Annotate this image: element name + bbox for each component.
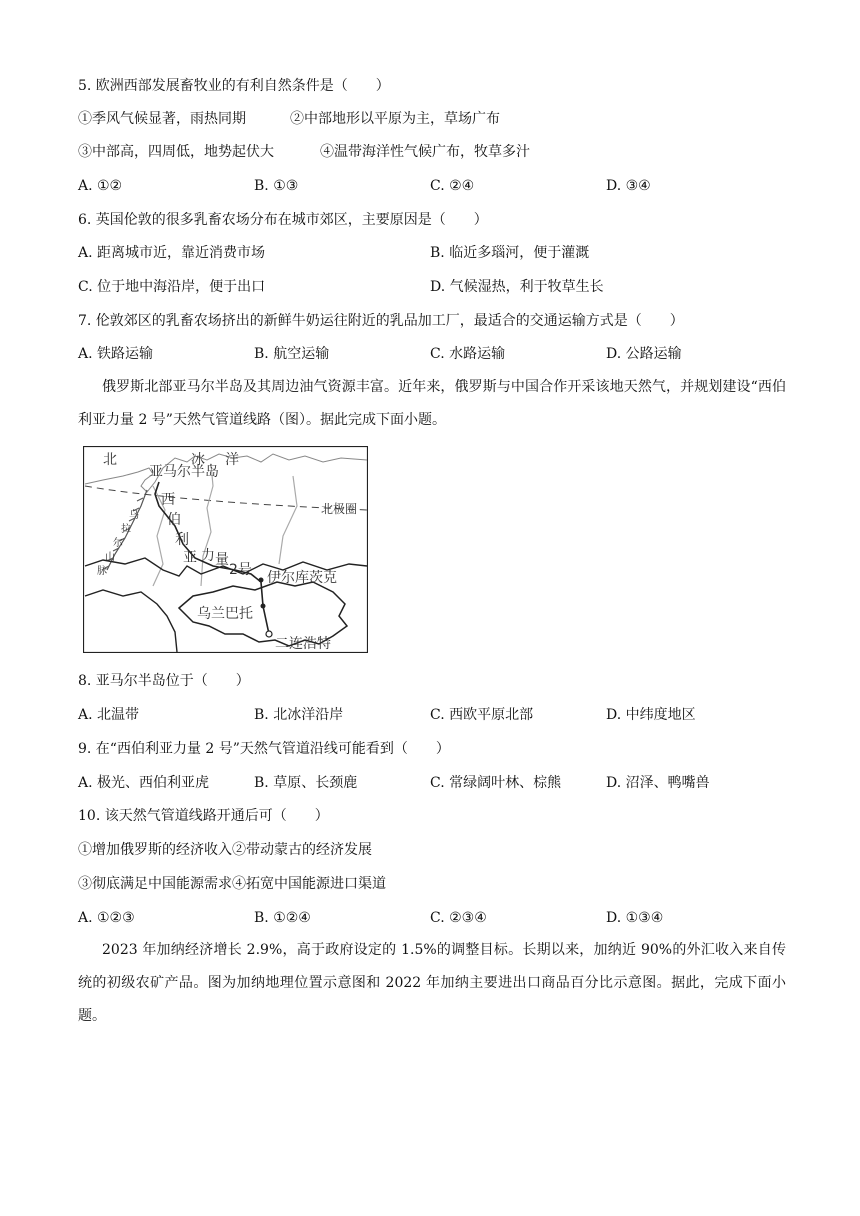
q9-option-b[interactable]: B. 草原、长颈鹿 bbox=[254, 775, 358, 791]
q7-option-d[interactable]: D. 公路运输 bbox=[606, 346, 682, 362]
passage-ghana: 2023 年加纳经济增长 2.9%，高于政府设定的 1.5%的调整目标。长期以来，加纳近 90%的外汇收入来自传统的初级农矿产品。图为加纳地理位置示意图和 2022 年加纳主要进出口商品百分比示意图。据此，完成下面小题。 bbox=[78, 942, 786, 1024]
q10-option-c[interactable]: C. ②③④ bbox=[430, 910, 487, 926]
q9-stem: 9. 在“西伯利亚力量 2 号”天然气管道沿线可能看到（ ） bbox=[78, 741, 450, 757]
q7-stem: 7. 伦敦郊区的乳畜农场挤出的新鲜牛奶运往附近的乳品加工厂，最适合的交通运输方式是（ ） bbox=[78, 313, 684, 329]
map-label-erlian: 二连浩特 bbox=[275, 636, 331, 652]
q5-condition-1: ①季风气候显著，雨热同期 bbox=[78, 111, 246, 127]
map-label-ural-4: 脉 bbox=[97, 566, 107, 577]
q6-option-d[interactable]: D. 气候湿热，利于牧草生长 bbox=[430, 279, 604, 295]
q6-stem: 6. 英国伦敦的很多乳畜农场分布在城市郊区，主要原因是（ ） bbox=[78, 212, 488, 228]
ulaanbaatar-dot bbox=[261, 604, 266, 609]
map-label-bing: 冰 bbox=[191, 452, 205, 468]
q10-stem: 10. 该天然气管道线路开通后可（ ） bbox=[78, 808, 329, 824]
q8-option-a[interactable]: A. 北温带 bbox=[78, 707, 140, 723]
map-label-ural-2: 尔 bbox=[113, 538, 123, 549]
q10-conditions-1-2: ①增加俄罗斯的经济收入②带动蒙古的经济发展 bbox=[78, 842, 372, 858]
map-label-yang: 洋 bbox=[225, 452, 239, 468]
q6-option-b[interactable]: B. 临近多瑙河，便于灌溉 bbox=[430, 245, 590, 261]
q10-option-b[interactable]: B. ①②④ bbox=[254, 910, 311, 926]
q5-condition-3: ③中部高，四周低，地势起伏大 bbox=[78, 144, 274, 160]
map-label-pipeline-6: 2号 bbox=[229, 562, 252, 578]
q9-option-c[interactable]: C. 常绿阔叶林、棕熊 bbox=[430, 775, 562, 791]
map-label-ulaanbaatar: 乌兰巴托 bbox=[197, 606, 253, 622]
q7-option-c[interactable]: C. 水路运输 bbox=[430, 346, 506, 362]
q7-option-b[interactable]: B. 航空运输 bbox=[254, 346, 330, 362]
q10-conditions-3-4: ③彻底满足中国能源需求④拓宽中国能源进口渠道 bbox=[78, 876, 386, 892]
q5-stem: 5. 欧洲西部发展畜牧业的有利自然条件是（ ） bbox=[78, 78, 390, 94]
q8-option-c[interactable]: C. 西欧平原北部 bbox=[430, 707, 534, 723]
q8-option-b[interactable]: B. 北冰洋沿岸 bbox=[254, 707, 344, 723]
map-label-pipeline-2: 利 bbox=[175, 532, 189, 548]
pipeline-map bbox=[83, 446, 368, 653]
map-label-ural-1: 拉 bbox=[121, 524, 131, 535]
q6-option-c[interactable]: C. 位于地中海沿岸，便于出口 bbox=[78, 279, 266, 295]
q5-option-b[interactable]: B. ①③ bbox=[254, 178, 299, 194]
q8-stem: 8. 亚马尔半岛位于（ ） bbox=[78, 673, 250, 689]
q5-condition-2: ②中部地形以平原为主，草场广布 bbox=[290, 111, 500, 127]
q5-condition-4: ④温带海洋性气候广布，牧草多汁 bbox=[320, 144, 530, 160]
map-label-yamal: 亚马尔半岛 bbox=[149, 464, 219, 480]
q5-option-d[interactable]: D. ③④ bbox=[606, 178, 651, 194]
q5-option-c[interactable]: C. ②④ bbox=[430, 178, 475, 194]
q10-option-a[interactable]: A. ①②③ bbox=[78, 910, 135, 926]
q8-option-d[interactable]: D. 中纬度地区 bbox=[606, 707, 696, 723]
q7-option-a[interactable]: A. 铁路运输 bbox=[78, 346, 154, 362]
map-label-bei: 北 bbox=[103, 452, 117, 468]
irkutsk-dot bbox=[259, 578, 264, 583]
map-label-pipeline-4: 力 bbox=[201, 548, 215, 564]
pipeline-map-svg bbox=[83, 446, 368, 653]
q9-option-a[interactable]: A. 极光、西伯利亚虎 bbox=[78, 775, 210, 791]
q6-option-a[interactable]: A. 距离城市近，靠近消费市场 bbox=[78, 245, 266, 261]
passage-siberia: 俄罗斯北部亚马尔半岛及其周边油气资源丰富。近年来，俄罗斯与中国合作开采该地天然气，并规划建设“西伯利亚力量 2 号”天然气管道线路（图）。据此完成下面小题。 bbox=[78, 379, 786, 428]
map-label-pipeline-1: 伯 bbox=[167, 512, 181, 528]
q9-option-d[interactable]: D. 沼泽、鸭嘴兽 bbox=[606, 775, 710, 791]
map-label-pipeline-3: 亚 bbox=[183, 550, 197, 566]
map-label-ural-3: 山 bbox=[105, 552, 115, 563]
q5-option-a[interactable]: A. ①② bbox=[78, 178, 123, 194]
q10-option-d[interactable]: D. ①③④ bbox=[606, 910, 664, 926]
map-label-irkutsk: 伊尔库茨克 bbox=[267, 570, 337, 586]
map-label-arctic-circle: 北极圈 bbox=[321, 502, 358, 516]
erlian-dot bbox=[266, 631, 272, 637]
map-label-ural-0: 乌 bbox=[129, 510, 139, 521]
map-label-pipeline-0: 西 bbox=[161, 492, 175, 508]
map-label-pipeline-5: 量 bbox=[215, 552, 229, 568]
